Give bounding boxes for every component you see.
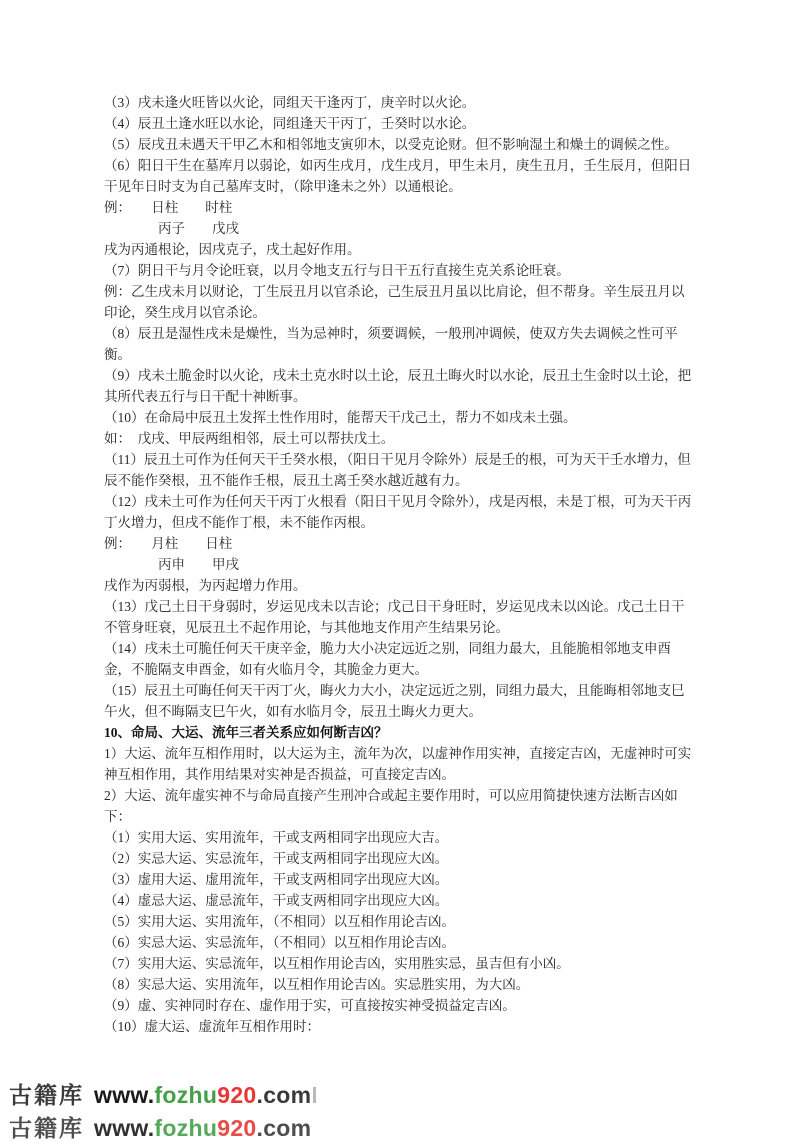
paragraph: 2）大运、流年虚实神不与命局直接产生刑冲合或起主要作用时，可以应用简捷快速方法断吉凶如下： [104,788,678,824]
paragraph: （4）辰丑土逢水旺以水论，同组逢天干丙丁，壬癸时以水论。 [104,116,476,131]
watermark-site-name-clipped: 古籍库 [9,1115,84,1141]
paragraph: （15）辰丑土可晦任何天干丙丁火，晦火力大小，决定远近之别，同组力最大，且能晦相邻地支巳午火，但不晦隔支巳午火，如有水临月令，辰丑土晦火力更大。 [104,683,685,719]
example-row: 例： 月柱 日柱 [104,536,233,551]
clipped-character [313,1087,316,1103]
site-watermark-clipped: 古籍库 www.fozhu920.com [9,1115,312,1141]
paragraph: 戌作为丙弱根，为丙起增力作用。 [104,578,307,593]
list-item: （2）实忌大运、实忌流年，干或支两相同字出现应大凶。 [104,851,449,866]
paragraph: （12）戌未土可作为任何天干丙丁火根看（阳日干见月令除外），戌是丙根，未是丁根，可为天干丙丁火增力，但戌不能作丁根，未不能作丙根。 [104,494,692,530]
list-item: （8）实忌大运、实用流年，以互相作用论吉凶。实忌胜实用，为大凶。 [104,977,530,992]
paragraph: （9）戌未土脆金时以火论，戌未土克水时以土论，辰丑土晦火时以水论，辰丑土生金时以土论，把其所代表五行与日干配十神断事。 [104,368,692,404]
paragraph: （11）辰丑土可作为任何天干壬癸水根，（阳日干见月令除外）辰是壬的根，可为天干壬水增力，但辰不能作癸根，丑不能作壬根，辰丑土离壬癸水越近越有力。 [104,452,691,488]
example-row: 例：乙生戌未月以财论，丁生辰丑月以官杀论，己生辰丑月虽以比肩论，但不帮身。辛生辰丑月以印论，癸生戌月以官杀论。 [104,284,685,320]
example-row: 例： 日柱 时柱 [104,200,233,215]
paragraph: （3）戌未逢火旺皆以火论，同组天干逢丙丁，庚辛时以火论。 [104,95,476,110]
watermark-url-clipped: www. [94,1115,155,1141]
watermark-url-green: fozhu [154,1082,218,1108]
example-row: 如： 戊戌、甲辰两组相邻，辰土可以帮扶戊土。 [104,431,395,446]
site-watermark [9,1080,316,1110]
paragraph: （8）辰丑是湿性戌未是燥性，当为忌神时，须要调候，一般刑冲调候，使双方失去调候之性可平衡。 [104,326,678,362]
paragraph: （13）戊己土日干身弱时，岁运见戌未以吉论；戊己日干身旺时，岁运见戌未以凶论。戊己土日干不管身旺衰，见辰丑土不起作用论，与其他地支作用产生结果另论。 [104,599,685,635]
document-body [104,92,692,1037]
watermark-url-suffix: .com [256,1082,312,1108]
section-heading: 10、命局、大运、流年三者关系应如何断吉凶？ [104,725,388,740]
paragraph: （10）在命局中辰丑土发挥土性作用时，能帮天干戊己土，帮力不如戌未土强。 [104,410,577,425]
list-item: （10）虚大运、虚流年互相作用时： [104,1019,320,1034]
watermark-url-prefix: www. [94,1082,155,1108]
list-item: （6）实忌大运、实忌流年，（不相同）以互相作用论吉凶。 [104,935,455,950]
example-row: 丙申 甲戌 [104,557,239,572]
list-item: （7）实用大运、实忌流年，以互相作用论吉凶，实用胜实忌，虽吉但有小凶。 [104,956,570,971]
list-item: （1）实用大运、实用流年，干或支两相同字出现应大吉。 [104,830,449,845]
paragraph: （14）戌未土可脆任何天干庚辛金，脆力大小决定远近之别，同组力最大，且能脆相邻地支申酉金，不脆隔支申酉金，如有火临月令，其脆金力更大。 [104,641,671,677]
paragraph: 1）大运、流年互相作用时，以大运为主，流年为次，以虚神作用实神，直接定吉凶，无虚神时可实神互相作用，其作用结果对实神是否损益，可直接定吉凶。 [104,746,692,782]
list-item: （5）实用大运、实用流年，（不相同）以互相作用论吉凶。 [104,914,455,929]
example-row: 丙子 戊戌 [104,221,239,236]
list-item: （4）虚忌大运、虚忌流年，干或支两相同字出现应大凶。 [104,893,449,908]
list-item: （9）虚、实神同时存在、虚作用于实，可直接按实神受损益定吉凶。 [104,998,516,1013]
paragraph: （5）辰戌丑未遇天干甲乙木和相邻地支寅卯木，以受克论财。但不影响湿土和燥土的调候之性。 [104,137,678,152]
paragraph: 戌为丙通根论，因戌克子，戌土起好作用。 [104,242,361,257]
watermark-url-red: 920 [217,1082,257,1108]
paragraph: （7）阴日干与月令论旺衰，以月令地支五行与日干五行直接生克关系论旺衰。 [104,263,570,278]
watermark-site-name: 古籍库 [9,1082,84,1108]
paragraph: （6）阳日干生在墓库月以弱论，如丙生戌月，戊生戌月，甲生未月，庚生丑月，壬生辰月，但阳日干见年日时支为自己墓库支时，（除甲逢未之外）以通根论。 [104,158,692,194]
list-item: （3）虚用大运、虚用流年，干或支两相同字出现应大凶。 [104,872,449,887]
